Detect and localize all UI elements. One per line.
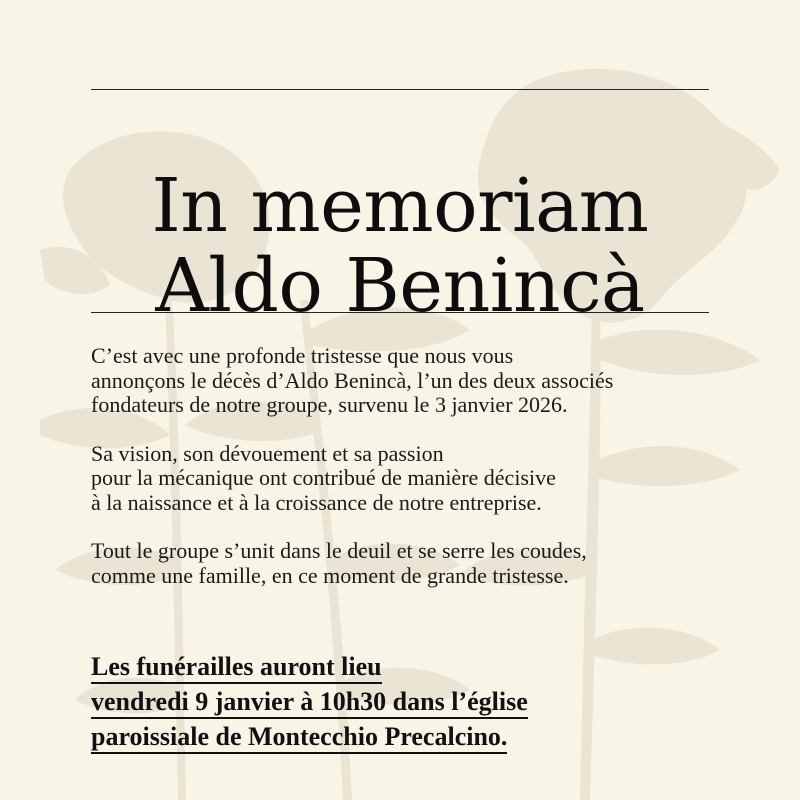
paragraph-line: C’est avec une profonde tristesse que nous vous: [91, 343, 514, 368]
funeral-line: [91, 684, 731, 719]
paragraph-announcement: [91, 344, 731, 418]
paragraph-line: annonçons le décès d’Aldo Benincà, l’un des deux associés: [91, 367, 614, 393]
paragraph-line: à la naissance et à la croissance de notre entreprise.: [91, 489, 542, 515]
bottom-divider: [91, 312, 709, 313]
paragraph-line: pour la mécanique ont contribué de manière décisive: [91, 465, 556, 490]
paragraph-line: Sa vision, son dévouement et sa passion: [91, 440, 444, 466]
page-title: [91, 162, 709, 329]
funeral-line-text: paroissiale de Montecchio Precalcino.: [91, 722, 507, 754]
top-divider: [91, 89, 709, 90]
announcement-text: [91, 344, 731, 612]
funeral-line-text: vendredi 9 janvier à 10h30 dans l’église: [91, 687, 528, 719]
paragraph-condolence: [91, 539, 731, 588]
funeral-line-text: Les funérailles auront lieu: [91, 652, 382, 684]
paragraph-line: Tout le groupe s’unit dans le deuil et se serre les coudes,: [91, 538, 587, 563]
funeral-line: [91, 649, 731, 684]
funeral-details: [91, 649, 731, 754]
paragraph-line: comme une famille, en ce moment de grande tristesse.: [91, 562, 569, 588]
funeral-line: [91, 719, 731, 754]
title-line-2: Aldo Benincà: [155, 242, 645, 329]
memorial-notice: [91, 0, 709, 800]
title-line-1: In memoriam: [151, 162, 649, 249]
paragraph-line: fondateurs de notre groupe, survenu le 3 janvier 2026.: [91, 392, 568, 417]
paragraph-tribute: [91, 442, 731, 516]
